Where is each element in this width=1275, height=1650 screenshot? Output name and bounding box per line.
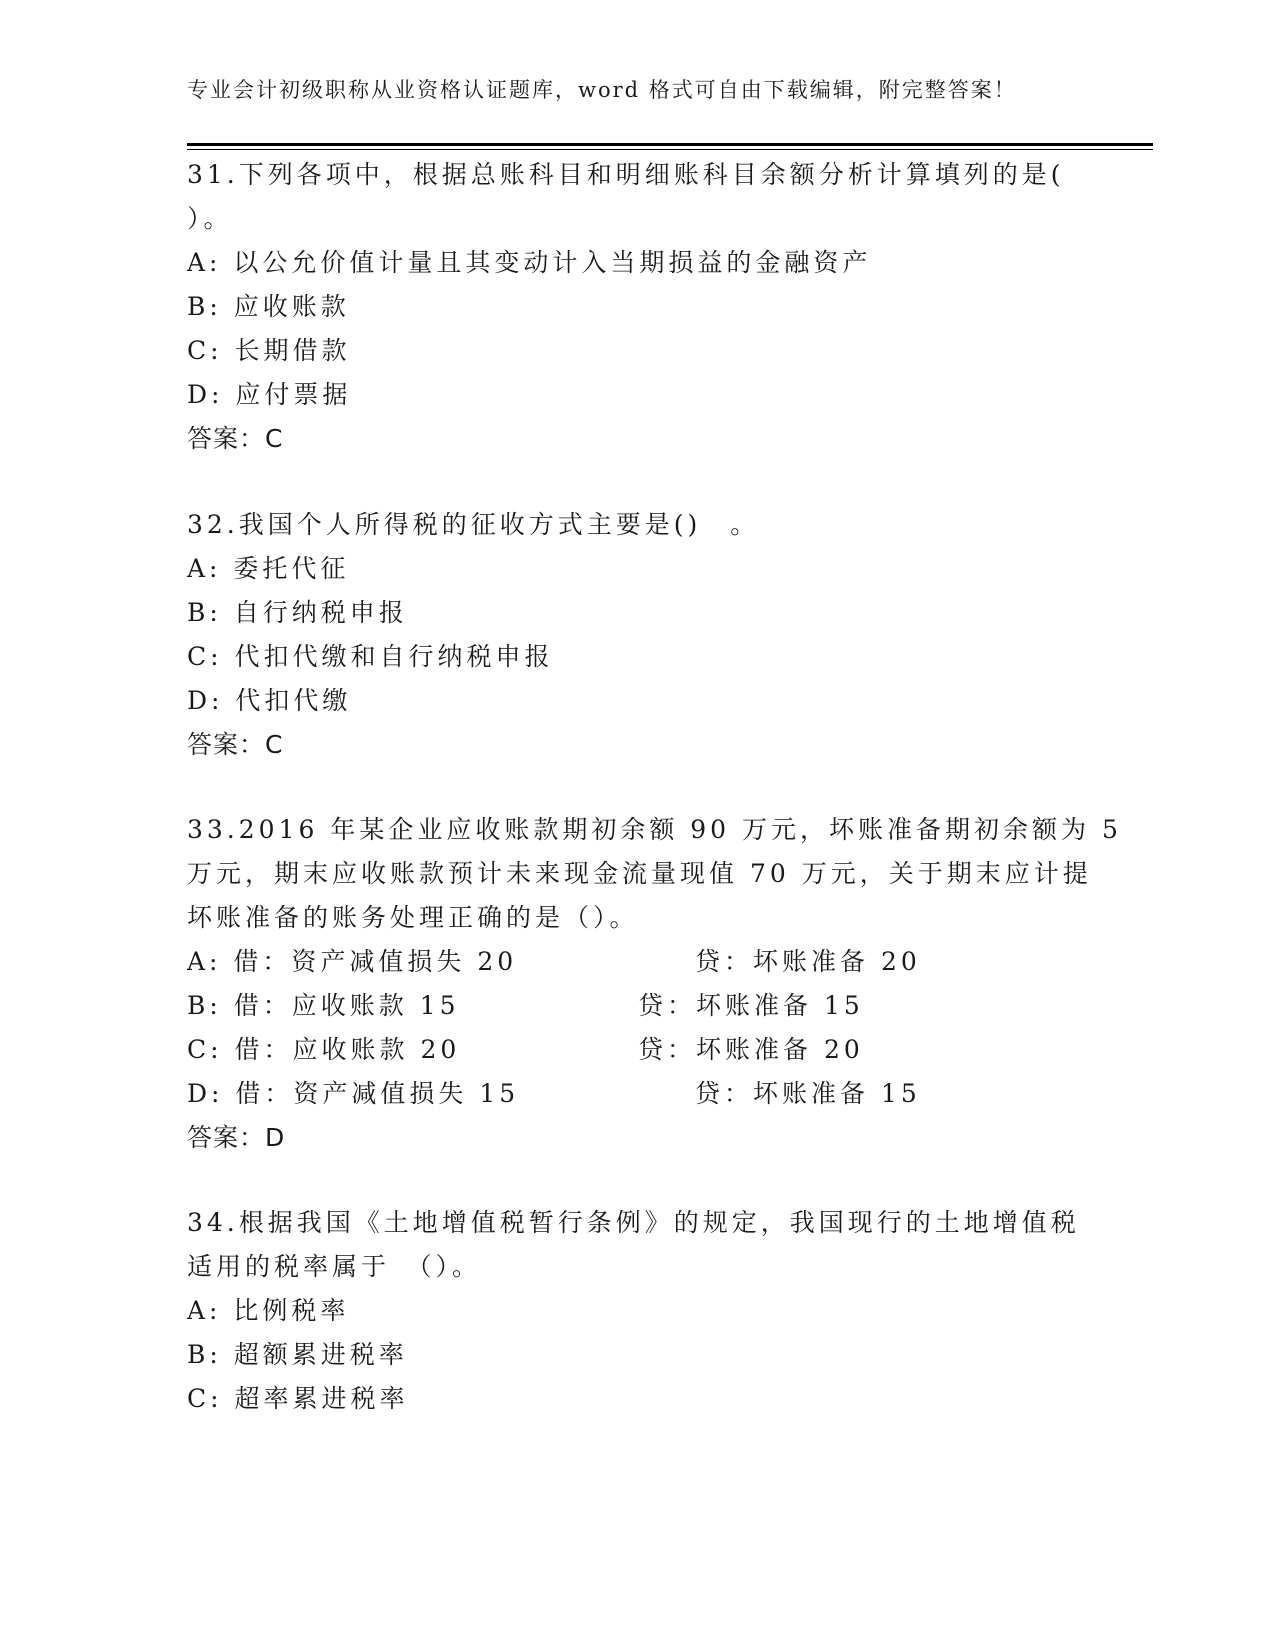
question-34-stem-line-2: 适用的税率属于 （）。 (187, 1252, 482, 1281)
question-32-option-d: D: 代扣代缴 (187, 686, 352, 715)
question-33-option-a-credit: 贷：坏账准备 20 (695, 947, 921, 976)
question-33-answer: 答案：D (187, 1123, 286, 1152)
header-divider-thick (187, 143, 1153, 146)
question-33-option-a: A: 借：资产减值损失 20 (187, 947, 518, 976)
question-32-option-c: C: 代扣代缴和自行纳税申报 (187, 642, 554, 671)
question-33-option-b-credit: 贷：坏账准备 15 (638, 991, 864, 1020)
question-32-option-b: B: 自行纳税申报 (187, 598, 408, 627)
question-33-stem-line-3: 坏账准备的账务处理正确的是（）。 (187, 903, 639, 932)
page-header: 专业会计初级职称从业资格认证题库，word 格式可自由下载编辑，附完整答案！ (187, 78, 1017, 102)
question-33-option-d: D: 借：资产减值损失 15 (187, 1079, 520, 1108)
question-33-option-c: C: 借：应收账款 20 (187, 1035, 461, 1064)
question-31-option-b: B: 应收账款 (187, 292, 350, 321)
header-divider-thin (187, 149, 1153, 150)
question-32-option-a: A: 委托代征 (187, 554, 350, 583)
question-34-stem-line-1: 34.根据我国《土地增值税暂行条例》的规定，我国现行的土地增值税 (187, 1208, 1080, 1237)
question-32-stem-line-1: 32.我国个人所得税的征收方式主要是() 。 (187, 510, 760, 539)
question-33-option-c-credit: 贷：坏账准备 20 (638, 1035, 864, 1064)
question-31-option-c: C: 长期借款 (187, 336, 351, 365)
question-32-answer: 答案：C (187, 730, 284, 759)
question-31-answer: 答案：C (187, 424, 284, 453)
question-34-option-a: A: 比例税率 (187, 1296, 350, 1325)
question-31-stem-line-1: 31.下列各项中，根据总账科目和明细账科目余额分析计算填列的是( (187, 160, 1065, 189)
question-33-option-d-credit: 贷：坏账准备 15 (695, 1079, 921, 1108)
question-33-option-b: B: 借：应收账款 15 (187, 991, 460, 1020)
question-31-option-d: D: 应付票据 (187, 380, 352, 409)
question-34-option-b: B: 超额累进税率 (187, 1340, 408, 1369)
question-31-option-a: A: 以公允价值计量且其变动计入当期损益的金融资产 (187, 248, 872, 277)
question-34-option-c: C: 超率累进税率 (187, 1384, 409, 1413)
question-33-stem-line-1: 33.2016 年某企业应收账款期初余额 90 万元，坏账准备期初余额为 5 (187, 815, 1122, 844)
question-31-stem-line-2: ）。 (187, 204, 233, 233)
question-33-stem-line-2: 万元，期末应收账款预计未来现金流量现值 70 万元，关于期末应计提 (187, 859, 1092, 888)
